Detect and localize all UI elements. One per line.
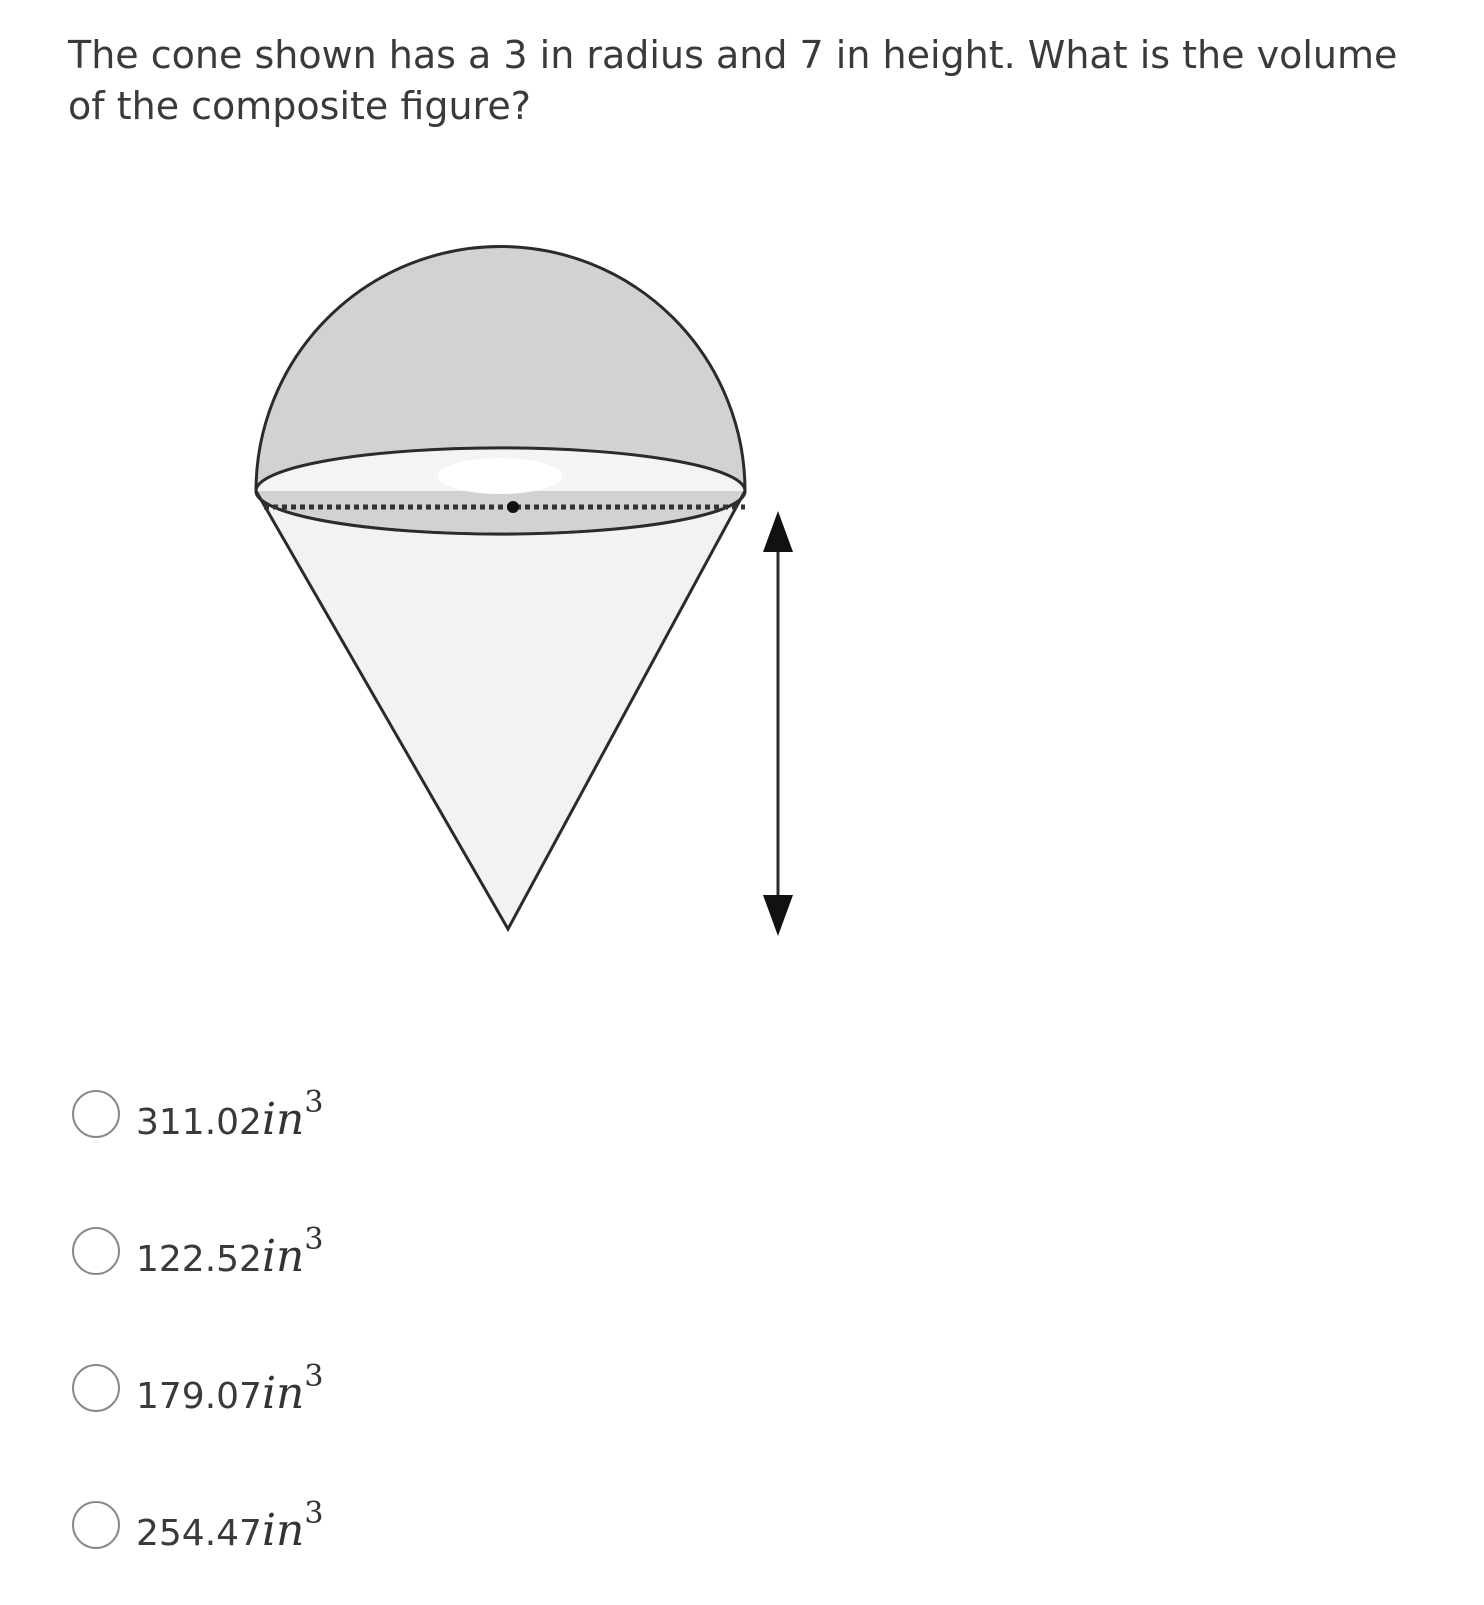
radio-button[interactable] — [72, 1090, 120, 1138]
cone — [256, 491, 745, 929]
highlight — [438, 458, 562, 494]
answer-option-4[interactable] — [72, 1496, 472, 1565]
answer-label: 311.02in3 — [136, 1085, 324, 1145]
answer-label: 179.07in3 — [136, 1359, 324, 1419]
height-arrow-down-icon — [763, 895, 793, 936]
radio-button[interactable] — [72, 1501, 120, 1549]
answer-option-3[interactable] — [72, 1359, 472, 1428]
radio-button[interactable] — [72, 1227, 120, 1275]
answer-label: 254.47in3 — [136, 1496, 324, 1556]
answer-label: 122.52in3 — [136, 1222, 324, 1282]
center-point — [507, 501, 519, 513]
answer-option-1[interactable] — [72, 1085, 472, 1154]
answer-option-2[interactable] — [72, 1222, 472, 1291]
radio-button[interactable] — [72, 1364, 120, 1412]
question-text: The cone shown has a 3 in radius and 7 in height. What is the volume of the composite figure? — [68, 33, 1398, 128]
height-arrow-up-icon — [763, 511, 793, 552]
